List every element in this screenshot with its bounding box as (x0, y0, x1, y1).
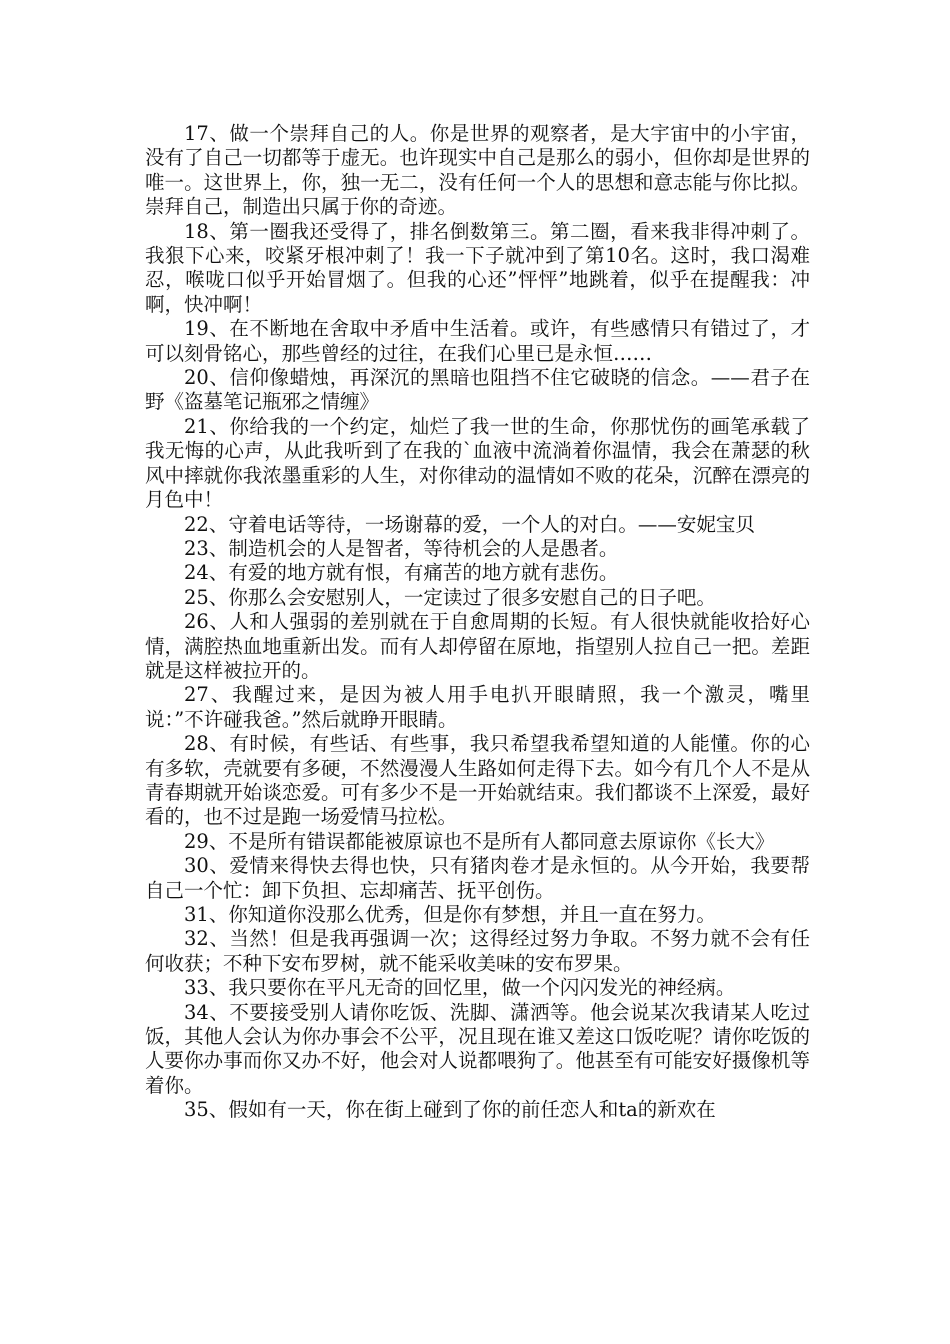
paragraph-23: 23、制造机会的人是智者，等待机会的人是愚者。 (184, 536, 619, 560)
paragraph-24: 24、有爱的地方就有恨，有痛苦的地方就有悲伤。 (184, 561, 619, 585)
paragraph-28: 28、有时候，有些话、有些事，我只希望我希望知道的人能懂。你的心有多软，壳就要有多硬，不然漫漫人生路如何走得下去。如今有几个人不是从青春期就开始谈恋爱。可有多少不是一开始就结束。我们都谈不上深爱，最好看的，也不过是跑一场爱情马拉松。 (145, 732, 810, 829)
paragraph-19: 19、在不断地在舍取中矛盾中生活着。或许，有些感情只有错过了，才可以刻骨铭心，那些曾经的过往，在我们心里已是永恒…… (145, 317, 810, 365)
paragraph-25: 25、你那么会安慰别人，一定读过了很多安慰自己的日子吧。 (184, 585, 716, 609)
paragraph-26: 26、人和人强弱的差别就在于自愈周期的长短。有人很快就能收拾好心情，满腔热血地重新出发。而有人却停留在原地，指望别人拉自己一把。差距就是这样被拉开的。 (145, 610, 810, 682)
paragraph-18: 18、第一圈我还受得了，排名倒数第三。第二圈，看来我非得冲刺了。我狠下心来，咬紧牙根冲刺了！我一下子就冲到了第10名。这时，我口渴难忍，喉咙口似乎开始冒烟了。但我的心还”怦怦”地跳着，似乎在提醒我：冲啊，快冲啊！ (145, 219, 810, 316)
paragraph-35: 35、假如有一天，你在街上碰到了你的前任恋人和ta的新欢在 (184, 1098, 716, 1122)
paragraph-17: 17、做一个崇拜自己的人。你是世界的观察者，是大宇宙中的小宇宙，没有了自己一切都等于虚无。也许现实中自己是那么的弱小，但你却是世界的唯一。这世界上，你，独一无二，没有任何一个人的思想和意志能与你比拟。崇拜自己，制造出只属于你的奇迹。 (145, 122, 810, 219)
paragraph-20: 20、信仰像蜡烛，再深沉的黑暗也阻挡不住它破晓的信念。——君子在野《盗墓笔记瓶邪之情缠》 (145, 366, 810, 414)
paragraph-29: 29、不是所有错误都能被原谅也不是所有人都同意去原谅你《长大》 (184, 829, 775, 853)
document-body (145, 122, 810, 1123)
paragraph-34: 34、不要接受别人请你吃饭、洗脚、潇洒等。他会说某次我请某人吃过饭，其他人会认为你办事会不公平，况且现在谁又差这口饭吃呢？请你吃饭的人要你办事而你又办不好，他会对人说都喂狗了。他甚至有可能安好摄像机等着你。 (145, 1000, 810, 1097)
paragraph-21: 21、你给我的一个约定，灿烂了我一世的生命，你那忧伤的画笔承载了我无悔的心声，从此我听到了在我的`血液中流淌着你温情，我会在萧瑟的秋风中摔就你我浓墨重彩的人生，对你律动的温情如不败的花朵，沉醉在漂亮的月色中！ (145, 414, 810, 512)
paragraph-30: 30、爱情来得快去得也快，只有猪肉卷才是永恒的。从今开始，我要帮自己一个忙：卸下负担、忘却痛苦、抚平创伤。 (145, 854, 810, 902)
paragraph-32: 32、当然！但是我再强调一次；这得经过努力争取。不努力就不会有任何收获；不种下安布罗树，就不能采收美味的安布罗果。 (145, 927, 810, 975)
paragraph-33: 33、我只要你在平凡无奇的回忆里，做一个闪闪发光的神经病。 (184, 976, 736, 1000)
paragraph-22: 22、守着电话等待，一场谢幕的爱，一个人的对白。——安妮宝贝 (184, 512, 755, 536)
paragraph-31: 31、你知道你没那么优秀，但是你有梦想，并且一直在努力。 (184, 903, 716, 926)
paragraph-27: 27、我醒过来，是因为被人用手电扒开眼睛照，我一个激灵，嘴里说：”不许碰我爸。”然后就睁开眼睛。 (145, 683, 810, 731)
